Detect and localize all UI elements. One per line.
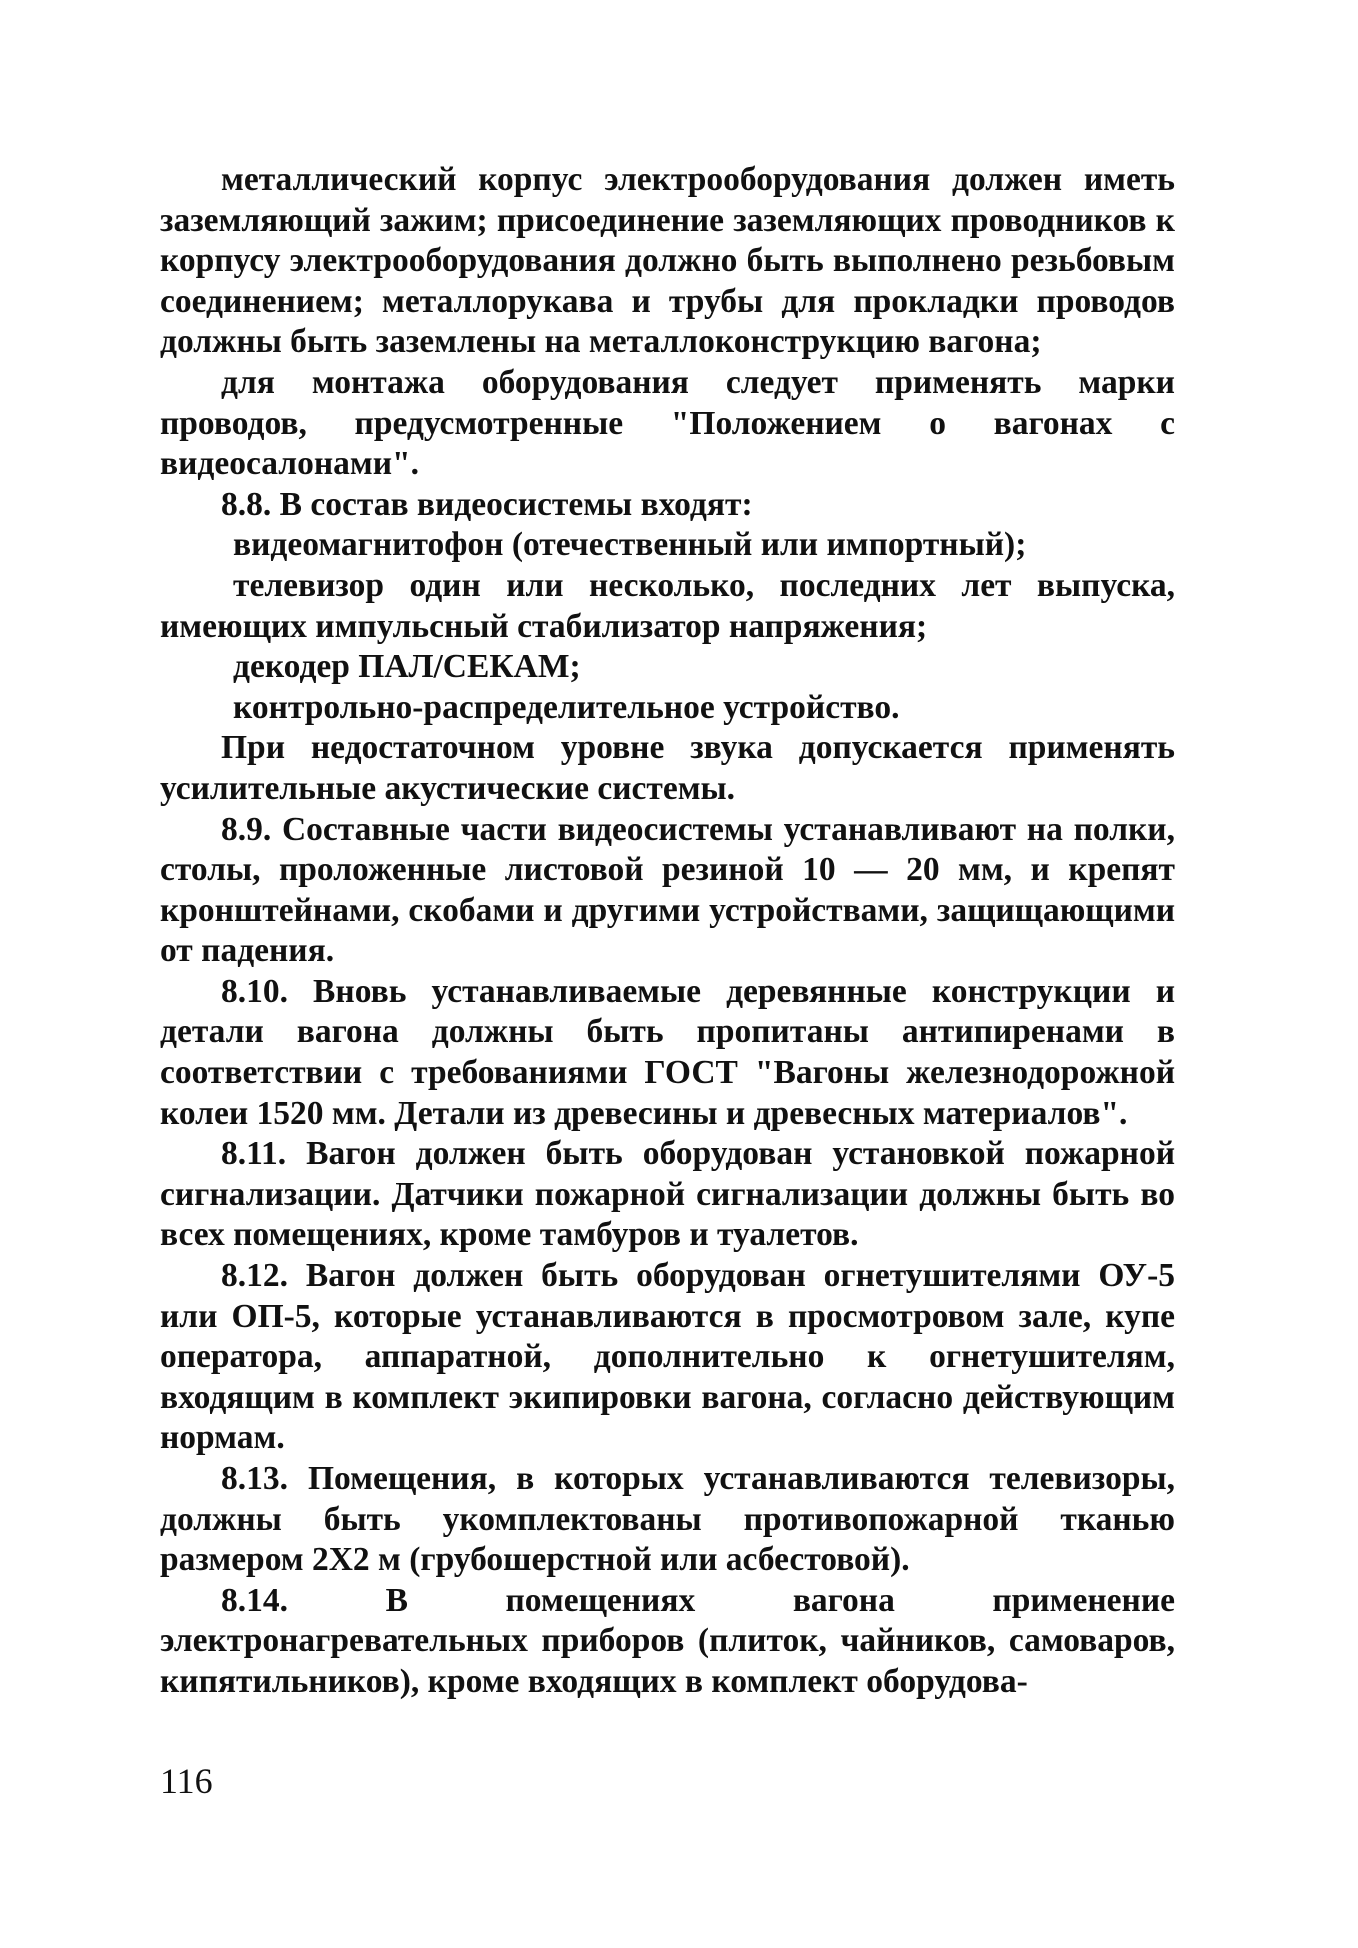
page-body bbox=[160, 160, 1175, 1703]
paragraph-8-11: 8.11. Вагон должен быть оборудован установкой пожарной сигнализации. Датчики пожарной сигнализации должны быть во всех помещениях, кроме тамбуров и туалетов. bbox=[160, 1135, 1175, 1254]
list-item-vcr: видеомагнитофон (отечественный или импортный); bbox=[233, 526, 1027, 564]
list-item-tv: телевизор один или несколько, последних лет выпуска, имеющих импульсный стабилизатор напряжения; bbox=[160, 566, 1175, 645]
page-number: 116 bbox=[160, 1761, 213, 1801]
paragraph-8-13: 8.13. Помещения, в которых устанавливаются телевизоры, должны быть укомплектованы противопожарной тканью размером 2Х2 м (грубошерстной или асбестовой). bbox=[160, 1460, 1175, 1579]
paragraph-acoustic: При недостаточном уровне звука допускается применять усилительные акустические системы. bbox=[160, 729, 1175, 807]
list-item-decoder: декодер ПАЛ/СЕКАМ; bbox=[233, 648, 581, 686]
paragraph-8-10: 8.10. Вновь устанавливаемые деревянные конструкции и детали вагона должны быть пропитаны антипиренами в соответствии с требованиями ГОСТ "Вагоны железнодорожной колеи 1520 мм. Детали из древесины и древесных материалов". bbox=[160, 972, 1175, 1132]
paragraph-8-14: 8.14. В помещениях вагона применение электронагревательных приборов (плиток, чайников, самоваров, кипятильников), кроме входящих в комплект оборудова- bbox=[160, 1581, 1175, 1700]
paragraph-grounding: металлический корпус электрооборудования должен иметь заземляющий зажим; присоединение заземляющих проводников к корпусу электрооборудования должно быть выполнено резьбовым соединением; металлорукава и трубы для прокладки проводов должны быть заземлены на металлоконструкцию вагона; bbox=[160, 161, 1175, 361]
paragraph-8-12: 8.12. Вагон должен быть оборудован огнетушителями ОУ-5 или ОП-5, которые устанавливаются в просмотровом зале, купе оператора, аппаратной, дополнительно к огнетушителям, входящим в комплект экипировки вагона, согласно действующим нормам. bbox=[160, 1257, 1175, 1457]
paragraph-wire-brands: для монтажа оборудования следует применять марки проводов, предусмотренные "Положением о вагонах с видеосалонами". bbox=[160, 363, 1175, 483]
paragraph-8-8: 8.8. В состав видеосистемы входят: bbox=[221, 485, 753, 523]
list-item-control-device: контрольно-распределительное устройство. bbox=[233, 688, 900, 726]
paragraph-8-9: 8.9. Составные части видеосистемы устанавливают на полки, столы, проложенные листовой резиной 10 — 20 мм, и крепят кронштейнами, скобами и другими устройствами, защищающими от падения. bbox=[160, 810, 1175, 970]
